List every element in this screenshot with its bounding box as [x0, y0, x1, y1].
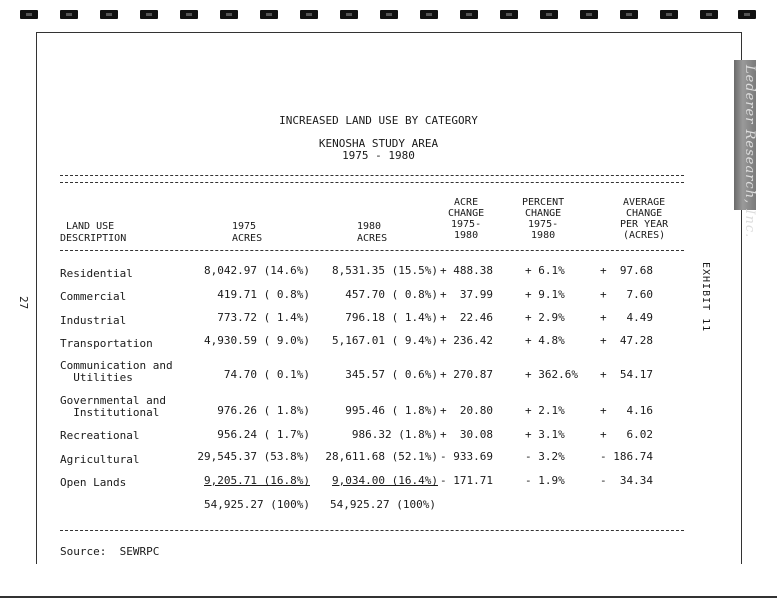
cell-percent-change: - 3.2% — [525, 450, 565, 463]
binder-hole-icon — [738, 10, 756, 19]
binder-hole-icon — [540, 10, 558, 19]
header-percent-change: PERCENT CHANGE 1975- 1980 — [522, 197, 565, 241]
cell-percent-change: + 362.6% — [525, 368, 578, 381]
cell-1975: 976.26 ( 1.8%) — [217, 404, 310, 417]
row-label: Governmental and Institutional — [60, 394, 166, 419]
binder-hole-icon — [60, 10, 78, 19]
cell-average-change: + 97.68 — [600, 264, 653, 277]
cell-1975: 4,930.59 ( 9.0%) — [204, 334, 310, 347]
header-description: DESCRIPTION — [60, 233, 127, 244]
row-label: Open Lands — [60, 476, 127, 489]
cell-percent-change: - 1.9% — [525, 474, 565, 487]
total-1980: 54,925.27 (100%) — [330, 498, 436, 511]
header-1975-acres: ACRES — [232, 233, 263, 244]
row-label: Industrial — [60, 314, 127, 327]
binder-hole-icon — [20, 10, 38, 19]
binder-hole-icon — [220, 10, 238, 19]
cell-percent-change: + 2.9% — [525, 311, 565, 324]
binder-hole-icon — [460, 10, 478, 19]
cell-acre-change: + 20.80 — [440, 404, 493, 417]
header-divider — [60, 250, 684, 251]
cell-acre-change: - 933.69 — [440, 450, 493, 463]
cell-average-change: - 186.74 — [600, 450, 653, 463]
footer-divider — [60, 530, 684, 531]
binder-strip — [0, 0, 777, 28]
document-subtitle-area: KENOSHA STUDY AREA — [318, 137, 439, 150]
binder-hole-icon — [420, 10, 438, 19]
cell-1980: 8,531.35 (15.5%) — [332, 264, 438, 277]
cell-acre-change: - 171.71 — [440, 474, 493, 487]
cell-1980: 345.57 ( 0.6%) — [345, 368, 438, 381]
binder-hole-icon — [580, 10, 598, 19]
cell-acre-change: + 236.42 — [440, 334, 493, 347]
cell-average-change: + 7.60 — [600, 288, 653, 301]
cell-1975: 29,545.37 (53.8%) — [197, 450, 310, 463]
cell-acre-change: + 37.99 — [440, 288, 493, 301]
binder-hole-icon — [340, 10, 358, 19]
row-label: Commercial — [60, 290, 127, 303]
binder-hole-icon — [380, 10, 398, 19]
binder-hole-icon — [100, 10, 118, 19]
cell-1980: 9,034.00 (16.4%) — [332, 474, 438, 487]
row-label: Agricultural — [60, 453, 140, 466]
header-acre-change: ACRE CHANGE 1975- 1980 — [448, 197, 485, 241]
header-land-use: LAND USE — [66, 221, 115, 232]
total-1975: 54,925.27 (100%) — [204, 498, 310, 511]
cell-average-change: + 47.28 — [600, 334, 653, 347]
header-average-change: AVERAGE CHANGE PER YEAR (ACRES) — [620, 197, 669, 241]
document-title: INCREASED LAND USE BY CATEGORY — [279, 114, 478, 127]
cell-1975: 74.70 ( 0.1%) — [223, 368, 310, 381]
cell-1975: 419.71 ( 0.8%) — [217, 288, 310, 301]
source-note: Source: SEWRPC — [60, 545, 160, 558]
cell-1980: 28,611.68 (52.1%) — [325, 450, 438, 463]
page-number: 27 — [17, 296, 30, 310]
cell-percent-change: + 3.1% — [525, 428, 565, 441]
cell-1980: 986.32 (1.8%) — [351, 428, 438, 441]
cell-1975: 9,205.71 (16.8%) — [204, 474, 310, 487]
binder-hole-icon — [260, 10, 278, 19]
binder-hole-icon — [140, 10, 158, 19]
row-label: Recreational — [60, 429, 140, 442]
header-1980: 1980 — [357, 221, 382, 232]
cell-1980: 796.18 ( 1.4%) — [345, 311, 438, 324]
binder-hole-icon — [620, 10, 638, 19]
header-double-rule — [60, 175, 684, 183]
cell-1980: 5,167.01 ( 9.4%) — [332, 334, 438, 347]
document-subtitle-years: 1975 - 1980 — [342, 149, 415, 162]
row-label: Communication and Utilities — [60, 359, 173, 384]
cell-1975: 956.24 ( 1.7%) — [217, 428, 310, 441]
binder-hole-icon — [500, 10, 518, 19]
cell-average-change: + 54.17 — [600, 368, 653, 381]
cell-1975: 773.72 ( 1.4%) — [217, 311, 310, 324]
cell-average-change: + 6.02 — [600, 428, 653, 441]
cell-acre-change: + 30.08 — [440, 428, 493, 441]
header-1980-acres: ACRES — [357, 233, 388, 244]
side-tab-logo: Lederer Research, Inc. — [742, 65, 757, 239]
exhibit-label: EXHIBIT 11 — [700, 262, 711, 333]
row-label: Transportation — [60, 337, 153, 350]
binder-hole-icon — [700, 10, 718, 19]
cell-average-change: + 4.16 — [600, 404, 653, 417]
row-label: Residential — [60, 267, 133, 280]
cell-1975: 8,042.97 (14.6%) — [204, 264, 310, 277]
cell-percent-change: + 4.8% — [525, 334, 565, 347]
header-1975: 1975 — [232, 221, 257, 232]
cell-1980: 457.70 ( 0.8%) — [345, 288, 438, 301]
page-bottom-edge — [0, 596, 777, 598]
cell-acre-change: + 270.87 — [440, 368, 493, 381]
cell-average-change: - 34.34 — [600, 474, 653, 487]
binder-hole-icon — [300, 10, 318, 19]
cell-percent-change: + 2.1% — [525, 404, 565, 417]
binder-hole-icon — [180, 10, 198, 19]
cell-percent-change: + 6.1% — [525, 264, 565, 277]
cell-acre-change: + 22.46 — [440, 311, 493, 324]
binder-hole-icon — [660, 10, 678, 19]
cell-average-change: + 4.49 — [600, 311, 653, 324]
cell-acre-change: + 488.38 — [440, 264, 493, 277]
cell-percent-change: + 9.1% — [525, 288, 565, 301]
cell-1980: 995.46 ( 1.8%) — [345, 404, 438, 417]
